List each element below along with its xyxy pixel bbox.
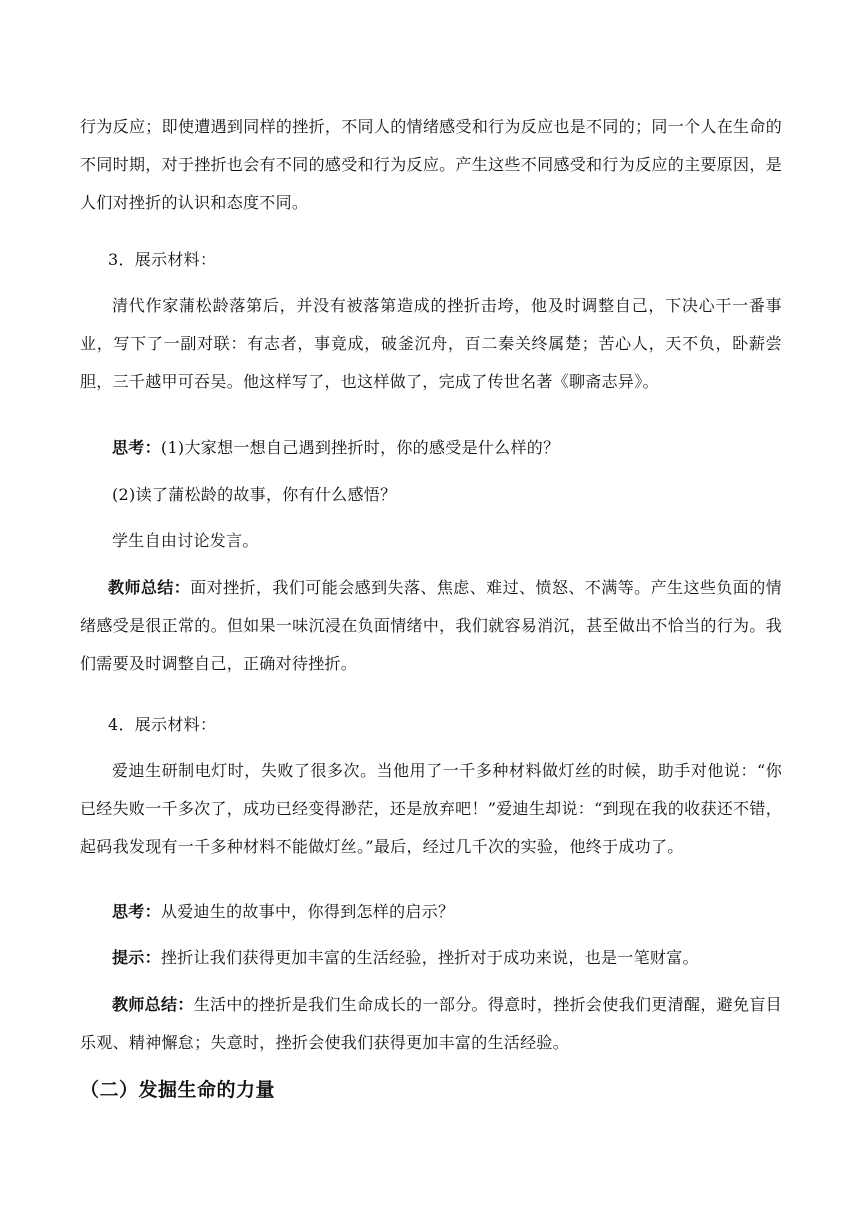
paragraph-think-2 [112,476,782,514]
paragraph-text: 3．展示材料： [108,250,217,269]
paragraph-think-3 [80,893,782,931]
teacher-summary-label: 教师总结： [112,995,194,1014]
paragraph-text: 面对挫折，我们可能会感到失落、焦虑、难过、愤怒、不满等。产生这些负面的情绪感受是很正常的。但如果一味沉浸在负面情绪中，我们就容易消沉，甚至做出不恰当的行为。我们需要及时调整自己，正确对待挫折。 [80,578,782,673]
item-4-heading [80,706,782,744]
paragraph-text: 行为反应；即使遭遇到同样的挫折，不同人的情绪感受和行为反应也是不同的；同一个人在生命的不同时期，对于挫折也会有不同的感受和行为反应。产生这些不同感受和行为反应的主要原因，是人们对挫折的认识和态度不同。 [80,117,782,212]
item-3-heading [80,241,782,279]
paragraph-text: 挫折让我们获得更加丰富的生活经验，挫折对于成功来说，也是一笔财富。 [160,948,699,967]
hint-label: 提示： [112,948,161,967]
teacher-summary-label: 教师总结： [108,578,191,597]
paragraph-text: 生活中的挫折是我们生命成长的一部分。得意时，挫折会使我们更清醒，避免盲目乐观、精神懈怠；失意时，挫折会使我们获得更加丰富的生活经验。 [80,995,782,1052]
paragraph-text: (2)读了蒲松龄的故事，你有什么感悟？ [112,485,397,504]
paragraph-text: 从爱迪生的故事中，你得到怎样的启示？ [160,902,455,921]
paragraph-teacher-summary-1 [80,569,782,683]
think-label: 思考： [112,902,161,921]
paragraph-frustration-reactions [80,108,782,222]
paragraph-hint [80,939,782,977]
paragraph-think-1 [80,429,782,467]
paragraph-text: 4．展示材料： [108,715,217,734]
paragraph-text: 清代作家蒲松龄落第后，并没有被落第造成的挫折击垮，他及时调整自己，下决心干一番事业，写下了一副对联：有志者，事竟成，破釜沉舟，百二秦关终属楚；苦心人，天不负，卧薪尝胆，三千越甲可吞吴。他这样写了，也这样做了，完成了传世名著《聊斋志异》。 [80,296,782,391]
paragraph-pu-songling [80,287,782,401]
paragraph-edison [80,752,782,866]
paragraph-text: 爱迪生研制电灯时，失败了很多次。当他用了一千多种材料做灯丝的时候，助手对他说：“你已经失败一千多次了，成功已经变得渺茫，还是放弃吧！”爱迪生却说：“到现在我的收获还不错，起码我发现有一千多种材料不能做灯丝。”最后，经过几千次的实验，他终于成功了。 [80,761,782,856]
section-heading: （二）发掘生命的力量 [80,1079,276,1101]
paragraph-text: (1)大家想一想自己遇到挫折时，你的感受是什么样的？ [160,438,560,457]
paragraph-teacher-summary-2 [80,986,782,1062]
think-label: 思考： [112,438,161,457]
paragraph-text: 学生自由讨论发言。 [112,531,259,550]
paragraph-student-discussion [80,522,782,560]
